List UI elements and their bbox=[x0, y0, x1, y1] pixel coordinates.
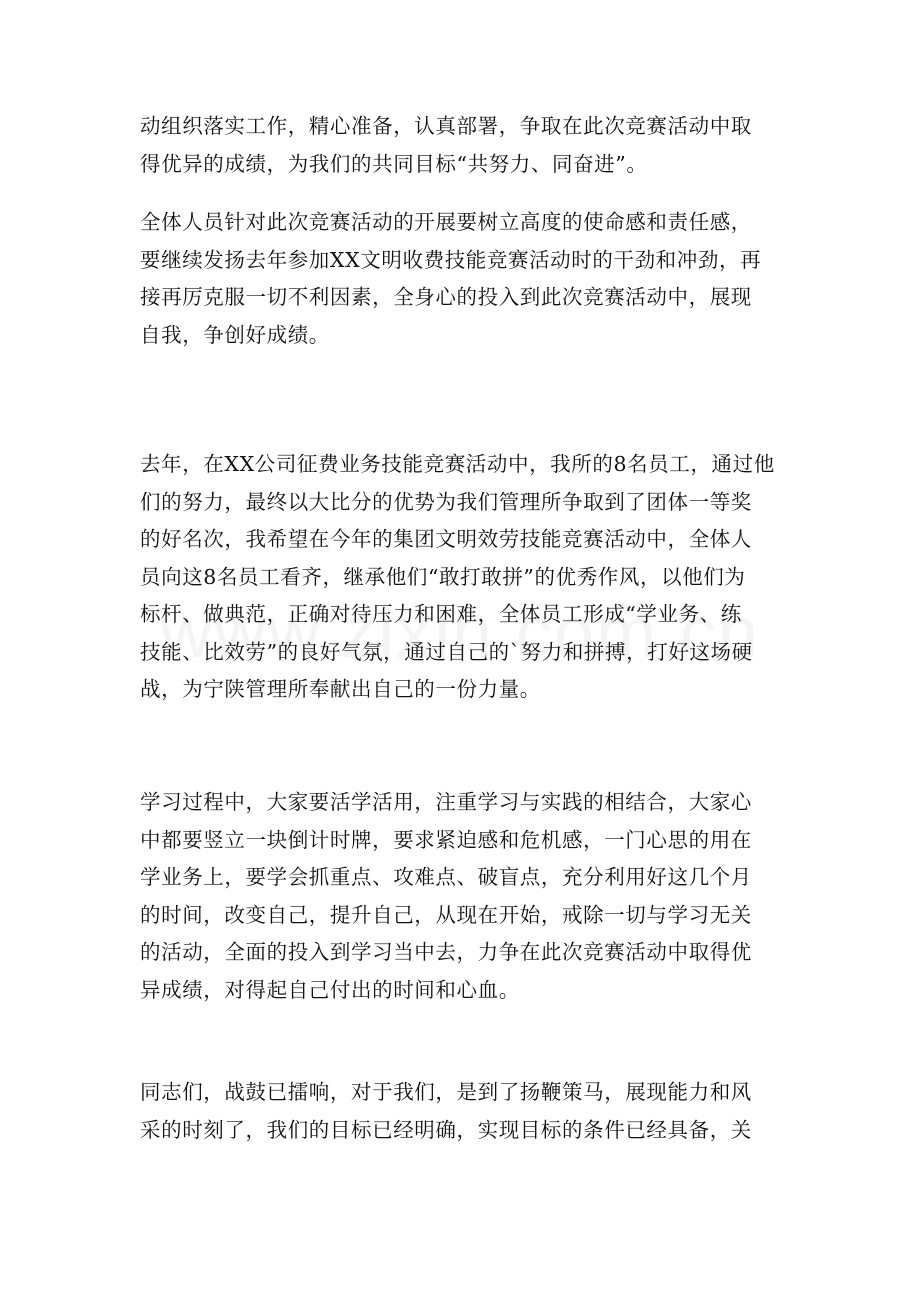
text-line: 战，为宁陕管理所奉献出自己的一份力量。 bbox=[140, 677, 541, 701]
text-line: 全体人员针对此次竞赛活动的开展要树立高度的使命感和责任感， bbox=[140, 210, 752, 234]
paragraph-3 bbox=[140, 446, 780, 709]
text-line: 的活动，全面的投入到学习当中去，力争在此次竞赛活动中取得优 bbox=[140, 940, 752, 964]
paragraph-5 bbox=[140, 1074, 780, 1149]
text-line: 接再厉克服一切不利因素，全身心的投入到此次竞赛活动中，展现 bbox=[140, 285, 752, 309]
text-line: 自我，争创好成绩。 bbox=[140, 322, 330, 347]
text-line: 异成绩，对得起自己付出的时间和心血。 bbox=[140, 977, 520, 1002]
paragraph-1 bbox=[140, 108, 780, 183]
text-line: 的好名次，我希望在今年的集团文明效劳技能竞赛活动中，全体人 bbox=[140, 527, 752, 551]
text-line: 的时间，改变自己，提升自己，从现在开始，戒除一切与学习无关 bbox=[140, 902, 752, 927]
text-line: 同志们，战鼓已擂响，对于我们，是到了扬鞭策马，展现能力和风 bbox=[140, 1080, 752, 1104]
text-line: 去年，在XX公司征费业务技能竞赛活动中，我所的8名员工，通过他 bbox=[140, 452, 775, 476]
text-line: 中都要竖立一块倒计时牌，要求紧迫感和危机感，一门心思的用在 bbox=[140, 827, 752, 852]
text-line: 学习过程中，大家要活学活用，注重学习与实践的相结合，大家心 bbox=[140, 790, 752, 814]
paragraph-4 bbox=[140, 784, 780, 1009]
paragraph-2 bbox=[140, 204, 780, 354]
text-line: 采的时刻了，我们的目标已经明确，实现目标的条件已经具备，关 bbox=[140, 1117, 752, 1142]
text-line: 们的努力，最终以大比分的优势为我们管理所争取到了团体一等奖 bbox=[140, 489, 752, 514]
text-line: 技能、比效劳”的良好气氛，通过自己的`努力和拼搏，打好这场硬 bbox=[140, 639, 753, 664]
text-line: 得优异的成绩，为我们的共同目标“共努力、同奋进”。 bbox=[140, 151, 648, 176]
text-line: 动组织落实工作，精心准备，认真部署，争取在此次竞赛活动中取 bbox=[140, 114, 752, 138]
text-line: 学业务上，要学会抓重点、攻难点、破盲点，充分利用好这几个月 bbox=[140, 865, 752, 889]
text-line: 要继续发扬去年参加XX文明收费技能竞赛活动时的干劲和冲劲，再 bbox=[140, 247, 762, 272]
text-line: 标杆、做典范，正确对待压力和困难，全体员工形成“学业务、练 bbox=[140, 602, 742, 626]
text-line: 员向这8名员工看齐，继承他们“敢打敢拼”的优秀作风，以他们为 bbox=[140, 564, 746, 589]
